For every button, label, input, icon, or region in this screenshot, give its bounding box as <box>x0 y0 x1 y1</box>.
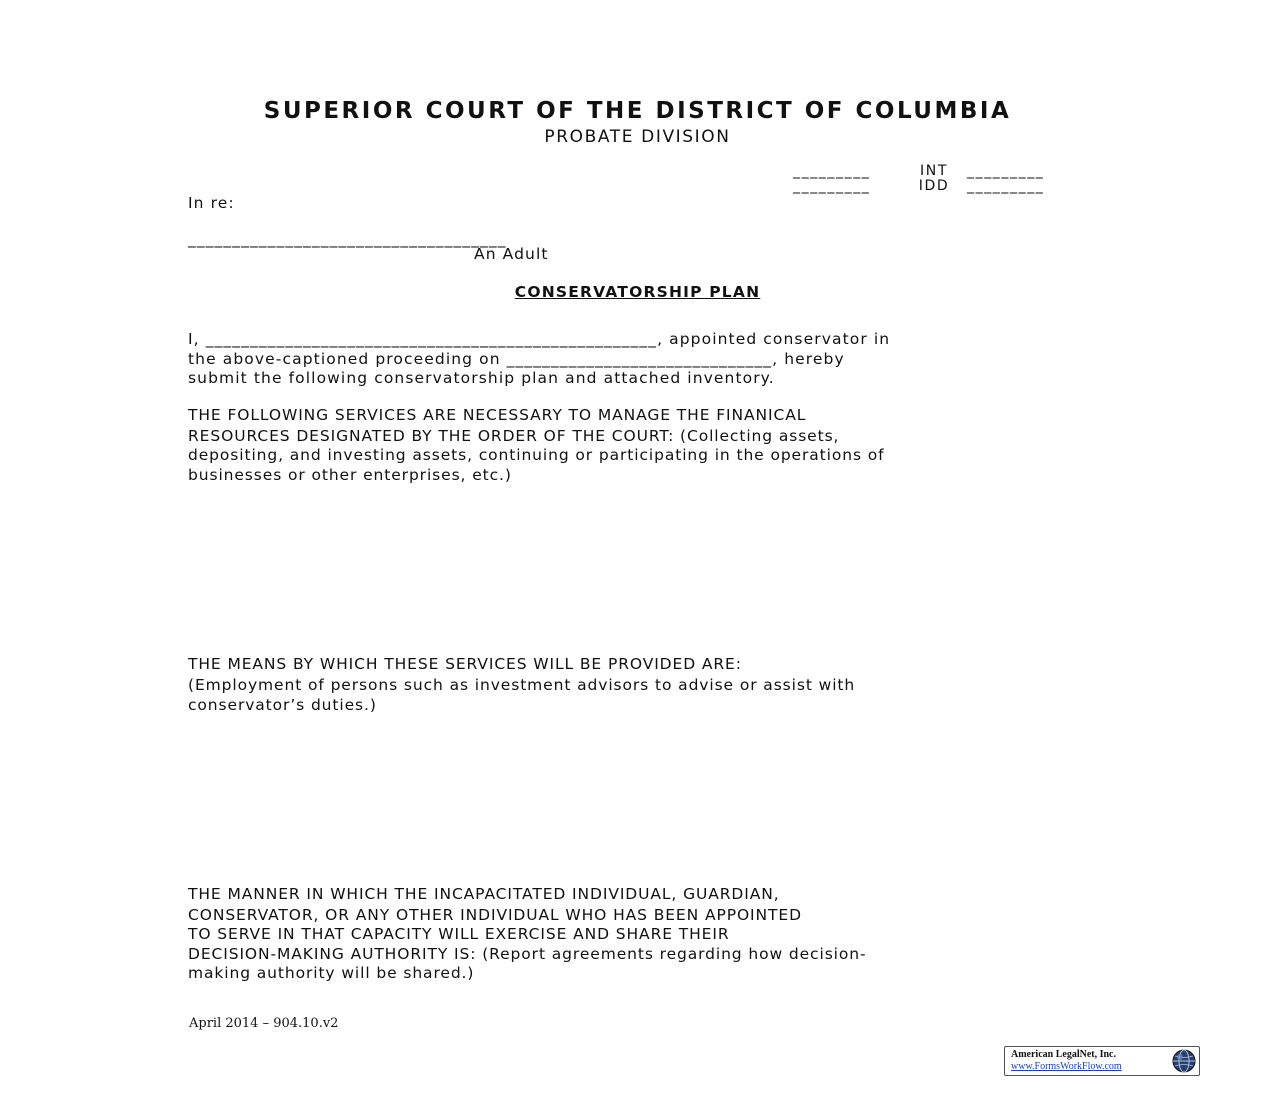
means-line: THE MEANS BY WHICH THESE SERVICES WILL BE PROVIDED ARE: <box>188 655 742 673</box>
intro-line: submit the following conservatorship plan and attached inventory. <box>188 369 775 387</box>
division-title: PROBATE DIVISION <box>544 127 731 147</box>
badge-name: American LegalNet, Inc. <box>1011 1049 1116 1060</box>
case-number-idd <box>793 178 1075 194</box>
manner-line: TO SERVE IN THAT CAPACITY WILL EXERCISE AND SHARE THEIR <box>188 925 730 943</box>
badge-url[interactable]: www.FormsWorkFlow.com <box>1011 1061 1122 1072</box>
case-blank-left[interactable]: _________ <box>793 163 871 179</box>
court-title: SUPERIOR COURT OF THE DISTRICT OF COLUMBIA <box>263 98 1012 124</box>
services-line: THE FOLLOWING SERVICES ARE NECESSARY TO MANAGE THE FINANICAL <box>188 406 807 424</box>
case-blank-right[interactable]: _________ <box>967 178 1045 194</box>
manner-line: THE MANNER IN WHICH THE INCAPACITATED INDIVIDUAL, GUARDIAN, <box>188 885 780 903</box>
legalnet-badge[interactable] <box>1004 1046 1200 1076</box>
an-adult-label: An Adult <box>474 245 549 263</box>
case-blank-left[interactable]: _________ <box>793 178 871 194</box>
services-line: RESOURCES DESIGNATED BY THE ORDER OF THE COURT: (Collecting assets, <box>188 427 840 445</box>
means-line: conservator’s duties.) <box>188 696 377 714</box>
document-title: CONSERVATORSHIP PLAN <box>514 283 761 301</box>
case-code: IDD <box>918 178 950 194</box>
manner-line: CONSERVATOR, OR ANY OTHER INDIVIDUAL WHO HAS BEEN APPOINTED <box>188 906 802 924</box>
case-code: INT <box>920 163 948 179</box>
services-line: businesses or other enterprises, etc.) <box>188 466 512 484</box>
case-blank-right[interactable]: _________ <box>967 163 1045 179</box>
manner-line: making authority will be shared.) <box>188 964 475 982</box>
means-line: (Employment of persons such as investment advisors to advise or assist with <box>188 676 856 694</box>
globe-icon <box>1171 1048 1197 1074</box>
intro-line[interactable]: I, ___________________________________________________, appointed conservator in <box>188 330 891 348</box>
intro-line[interactable]: the above-captioned proceeding on ______________________________, hereby <box>188 350 845 368</box>
adult-name-line[interactable]: ____________________________________ <box>188 230 507 248</box>
manner-line: DECISION-MAKING AUTHORITY IS: (Report agreements regarding how decision- <box>188 945 867 963</box>
in-re-label: In re: <box>188 194 235 212</box>
form-version: April 2014 – 904.10.v2 <box>189 1016 339 1031</box>
case-number-int <box>793 163 1075 179</box>
services-line: depositing, and investing assets, continuing or participating in the operations of <box>188 446 885 464</box>
